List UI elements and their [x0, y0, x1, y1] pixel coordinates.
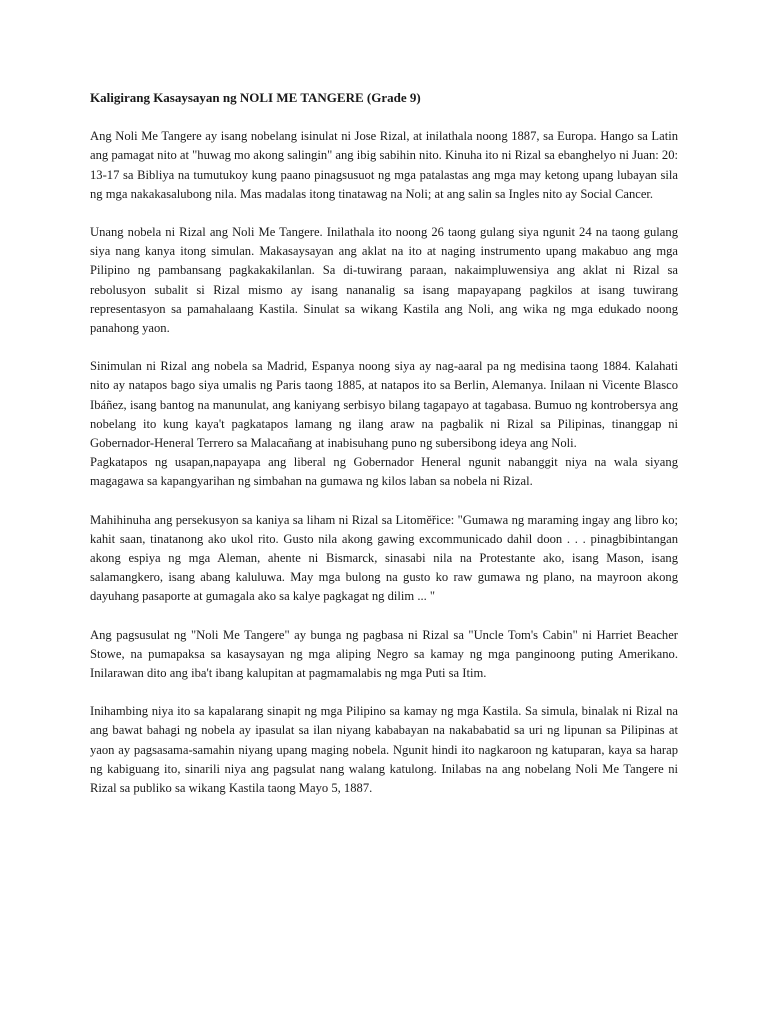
document-title: Kaligirang Kasaysayan ng NOLI ME TANGERE (Grade 9) — [90, 90, 421, 105]
paragraph-5: Mahihinuha ang persekusyon sa kaniya sa liham ni Rizal sa Litoměřice: "Gumawa ng maraming ingay ang libro ko; kahit saan, tinatanong ako ukol rito. Gusto nila akong gawing excommunicado dahil doon . . . pinagbibintangan akong espiya ng mga Aleman, ahente ni Bismarck, sinasabi nila na Protestante ako, isang Mason, isang salamangkero, isang abang kaluluwa. May mga bulong na gusto ko raw gumawa ng plano, na mayroon akong dayuhang pasaporte at gumagala ako sa kalye pagkagat ng dilim ... " — [90, 512, 678, 604]
paragraph-2: Unang nobela ni Rizal ang Noli Me Tangere. Inilathala ito noong 26 taong gulang siya ngunit 24 na taong gulang siya nang kanya itong simulan. Makasaysayan ang aklat na ito at naging instrumento upang makabuo ang mga Pilipino ng pambansang pagkakakilanlan. Sa di-tuwirang paraan, nakaimpluwensiya ang aklat ni Rizal sa rebolusyon subalit si Rizal mismo ay isang nananalig sa isang mapayapang pagkilos at isang tuwirang representasyon sa pamahalaang Kastila. Sinulat sa wikang Kastila ang Noli, ang wika ng mga edukado noong panahong yaon. — [90, 225, 678, 336]
document-page — [90, 88, 678, 817]
paragraph-7: Inihambing niya ito sa kapalarang sinapit ng mga Pilipino sa kamay ng mga Kastila. Sa simula, binalak ni Rizal na ang bawat bahagi ng nobela ay ipasulat sa ilan niyang kababayan na nakababatid sa uri ng lipunan sa Pilipinas at yaon ay pagsasama-samahin niyang upang maging nobela. Ngunit hindi ito nagkaroon ng katuparan, kaya sa harap ng kabiguang ito, sinarili niya ang pagsulat nang walang katulong. Inilabas na ang nobelang Noli Me Tangere ni Rizal sa publiko sa wikang Kastila taong Mayo 5, 1887. — [90, 704, 678, 796]
paragraph-3: Sinimulan ni Rizal ang nobela sa Madrid, Espanya noong siya ay nag-aaral pa ng medisina taong 1884. Kalahati nito ay natapos bago siya umalis ng Paris taong 1885, at natapos ito sa Berlin, Alemanya. Inilaan ni Vicente Blasco Ibáñez, isang bantog na manunulat, ang kaniyang serbisyo bilang tagapayo at tagabasa. Bumuo ng kontrobersya ang nobelang ito kung kaya't pagkatapos lamang ng ilang araw na pagbalik ni Rizal sa Pilipinas, tinanggap ni Gobernador-Heneral Terrero sa Malacañang at inabisuhang puno ng subersibong ideya ang Noli. — [90, 359, 678, 451]
paragraph-1: Ang Noli Me Tangere ay isang nobelang isinulat ni Jose Rizal, at inilathala noong 1887, sa Europa. Hango sa Latin ang pamagat nito at "huwag mo akong salingin" ang ibig sabihin nito. Kinuha ito ni Rizal sa ebanghelyo ni Juan: 20: 13-17 sa Bibliya na tumutukoy kung paano pinagsusuot ng mga patalastas ang mga may ketong upang lubayan sila ng mga nakakasalubong nila. Mas madalas itong tinatawag na Noli; at ang salin sa Ingles nito ay Social Cancer. — [90, 129, 678, 201]
paragraph-4: Pagkatapos ng usapan,napayapa ang liberal ng Gobernador Heneral ngunit nabanggit niya na wala siyang magagawa sa kapangyarihan ng simbahan na gumawa ng kilos laban sa nobela ni Rizal. — [90, 455, 678, 489]
paragraph-6: Ang pagsusulat ng "Noli Me Tangere" ay bunga ng pagbasa ni Rizal sa "Uncle Tom's Cabin" ni Harriet Beacher Stowe, na pumapaksa sa kasaysayan ng mga aliping Negro sa kamay ng mga panginoong puting Amerikano. Inilarawan dito ang iba't ibang kalupitan at pagmamalabis ng mga Puti sa Itim. — [90, 627, 678, 681]
